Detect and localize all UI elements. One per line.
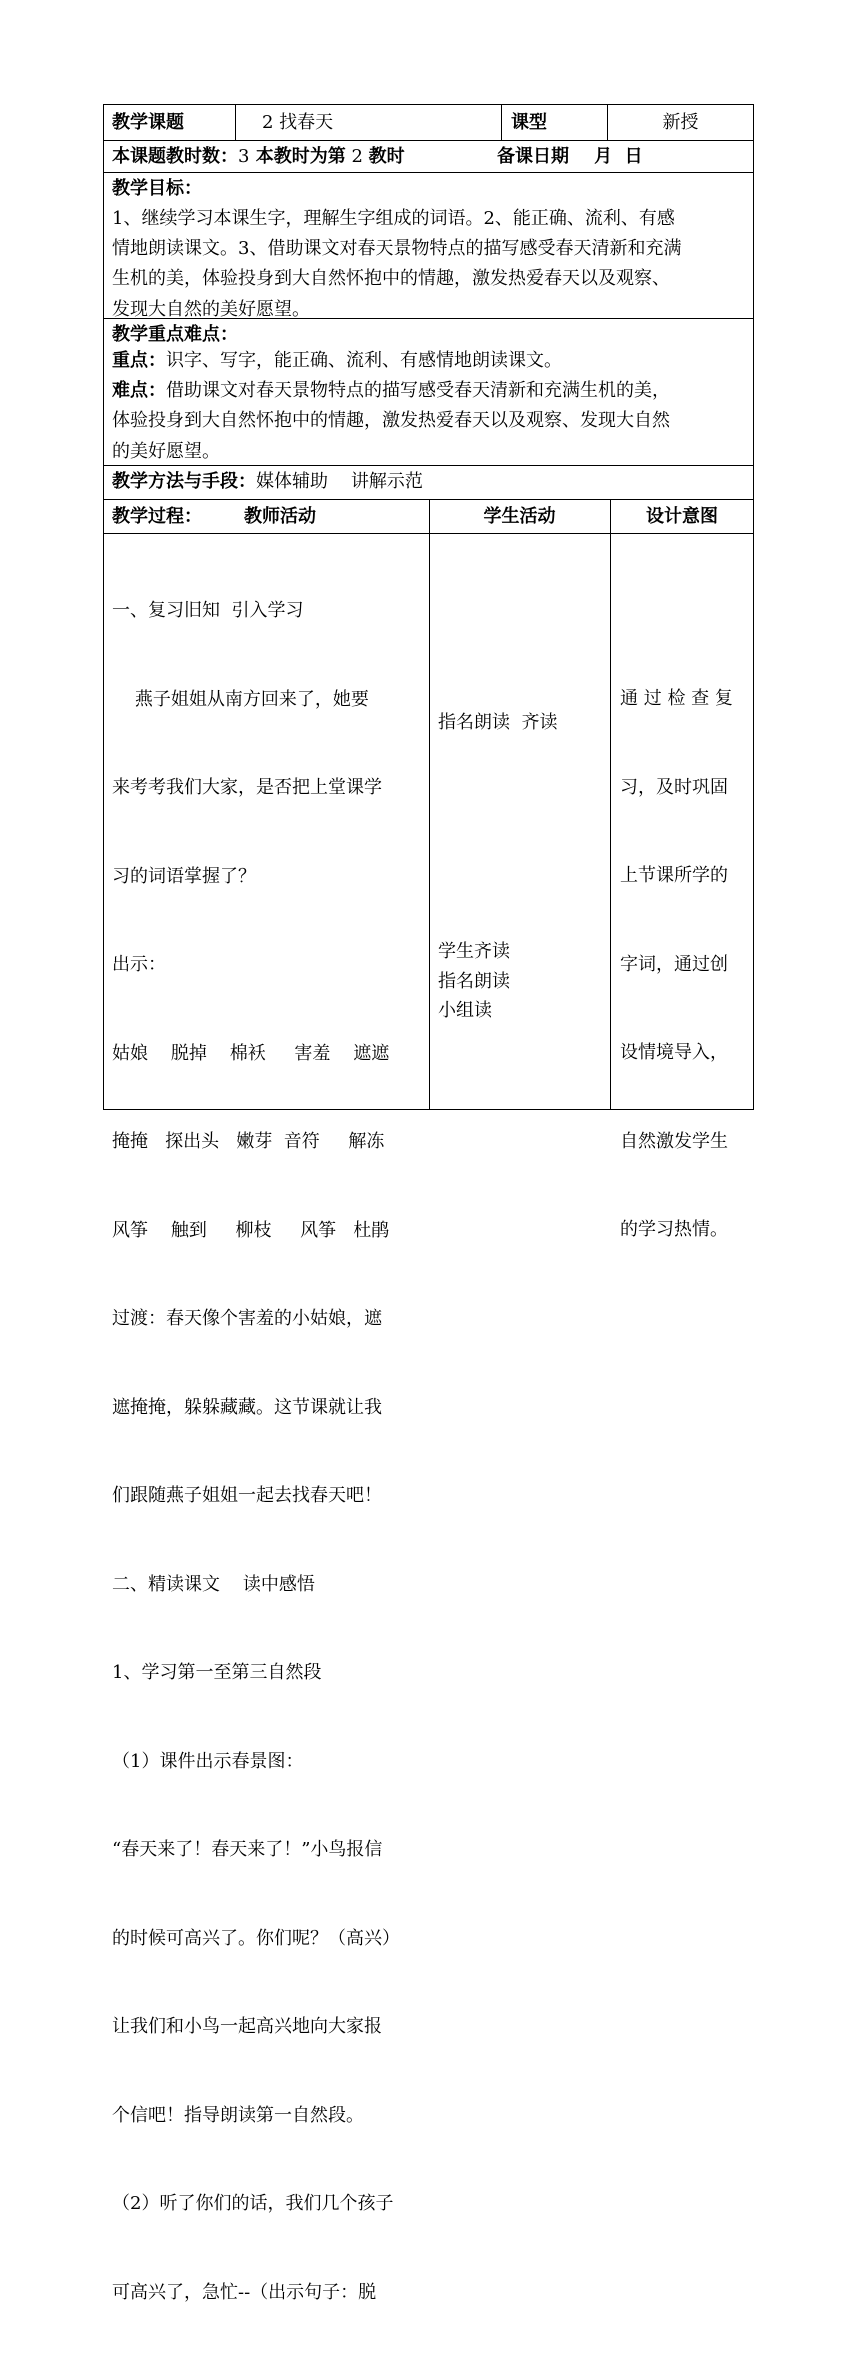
teacher-column-header: 教师活动: [244, 506, 316, 527]
student-activity-review: 指名朗读 齐读: [438, 712, 558, 733]
teacher-line: 出示：: [112, 954, 166, 975]
design-intent: [620, 625, 733, 1304]
hours-current: 2: [351, 146, 363, 167]
teacher-line: 掩掩 探出头 嫩芽 音符 解冻: [112, 1131, 385, 1152]
teacher-line: 二、精读课文 读中感悟: [112, 1573, 315, 1595]
design-line: 上节课所学的: [620, 865, 728, 886]
key-line: [112, 346, 670, 376]
column-divider: [235, 104, 236, 140]
design-line: 的学习热情。: [620, 1219, 728, 1240]
teacher-line: 个信吧！指导朗读第一自然段。: [112, 2104, 364, 2126]
teacher-line: 的时候可高兴了。你们呢？（高兴）: [112, 1927, 400, 1949]
goals-line: 1、继续学习本课生字，理解生字组成的词语。2、能正确、流利、有感: [112, 208, 675, 229]
hard-line: [112, 376, 670, 406]
design-line: 通 过 检 查 复: [620, 688, 733, 709]
hard-line: 的美好愿望。: [112, 440, 220, 462]
topic-value: 2 找春天: [262, 112, 334, 133]
student-line: 指名朗读: [438, 970, 510, 992]
key-text: 识字、写字，能正确、流利、有感情地朗读课文。: [166, 350, 562, 371]
topic-label: 教学课题: [112, 112, 184, 133]
column-divider: [501, 104, 502, 140]
teacher-line: 1、学习第一至第三自然段: [112, 1662, 322, 1683]
teacher-line: 燕子姐姐从南方回来了，她要: [112, 688, 369, 710]
hard-label: 难点：: [112, 380, 166, 402]
teacher-line: “春天来了！春天来了！”小鸟报信: [112, 1839, 383, 1860]
teacher-line: 风筝 触到 柳枝 风筝 杜鹃: [112, 1219, 390, 1241]
methods-row: [112, 471, 423, 493]
goals-line: 生机的美，体验投身到大自然怀抱中的情趣，激发热爱春天以及观察、: [112, 268, 670, 290]
teacher-line: 姑娘 脱掉 棉袄 害羞 遮遮: [112, 1042, 390, 1064]
methods-label: 教学方法与手段：: [112, 471, 256, 492]
type-label: 课型: [511, 112, 547, 133]
prep-day: 日: [624, 146, 643, 167]
goals-text: [112, 204, 681, 325]
prep-date-label: 备课日期: [497, 146, 569, 167]
methods-text: 媒体辅助 讲解示范: [256, 471, 423, 492]
design-line: 设情境导入，: [620, 1042, 728, 1063]
teacher-line: 遮掩掩，躲躲藏藏。这节课就让我: [112, 1396, 382, 1418]
keypoints-label: 教学重点难点：: [112, 324, 238, 345]
row-divider: [103, 172, 754, 173]
type-value: 新授: [662, 112, 699, 133]
key-label: 重点：: [112, 350, 166, 371]
teacher-line: 让我们和小鸟一起高兴地向大家报: [112, 2016, 382, 2037]
hours-total: 3: [238, 146, 250, 167]
prep-month: 月: [594, 146, 613, 167]
teacher-line: （2）听了你们的话，我们几个孩子: [112, 2193, 394, 2214]
column-divider: [610, 499, 611, 1110]
hours-current-suffix: 教时: [368, 146, 405, 167]
hard-line: 体验投身到大自然怀抱中的情趣，激发热爱春天以及观察、发现大自然: [112, 410, 670, 432]
column-divider: [429, 499, 430, 1110]
keypoints-text: [112, 346, 670, 467]
goals-label: 教学目标：: [112, 178, 202, 199]
design-line: 字词，通过创: [620, 953, 728, 975]
teacher-line: 可高兴了，急忙--（出示句子：脱: [112, 2281, 377, 2303]
design-column-header: 设计意图: [646, 506, 718, 527]
student-line: 小组读: [438, 1000, 492, 1021]
goals-line: 发现大自然的美好愿望。: [112, 298, 310, 320]
teacher-line: 一、复习旧知 引入学习: [112, 600, 304, 621]
hours-current-prefix: 本教时为第: [255, 146, 346, 167]
row-divider: [103, 140, 754, 141]
student-column-header: 学生活动: [483, 506, 556, 527]
hours-label: 本课题教时数：: [112, 146, 238, 167]
student-line: 学生齐读: [438, 941, 510, 962]
hard-text: 借助课文对春天景物特点的描写感受春天清新和充满生机的美，: [166, 380, 670, 402]
design-line: 习，及时巩固: [620, 776, 728, 798]
hours-row: [112, 146, 405, 168]
student-activity-reading: [438, 937, 510, 1026]
process-label: 教学过程：: [112, 506, 202, 527]
design-line: 自然激发学生: [620, 1130, 728, 1152]
teacher-line: （1）课件出示春景图：: [112, 1750, 304, 1772]
prep-date: [497, 146, 643, 168]
teacher-line: 们跟随燕子姐姐一起去找春天吧！: [112, 1485, 382, 1506]
teacher-line: 来考考我们大家，是否把上堂课学: [112, 777, 382, 798]
goals-line: 情地朗读课文。3、借助课文对春天景物特点的描写感受春天清新和充满: [112, 238, 682, 260]
teacher-activity: [112, 537, 400, 2366]
teacher-line: 习的词语掌握了？: [112, 865, 256, 887]
teacher-line: 过渡：春天像个害羞的小姑娘，遮: [112, 1308, 382, 1329]
